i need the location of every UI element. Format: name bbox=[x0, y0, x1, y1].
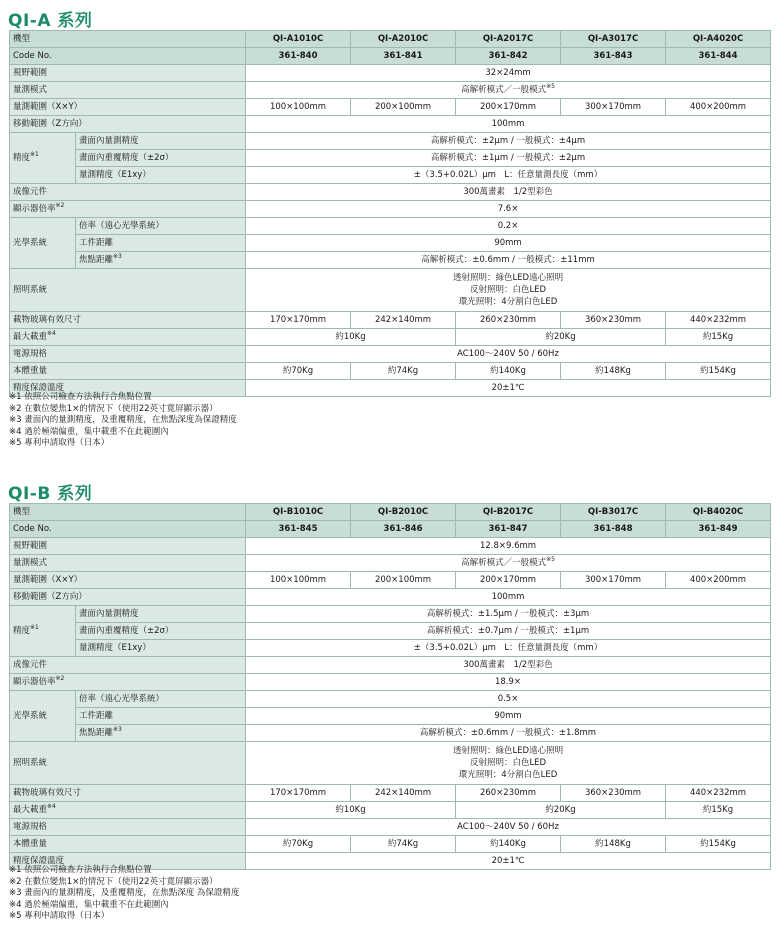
footnote-mark: ※5 bbox=[546, 556, 555, 563]
cell-value: 18.9× bbox=[246, 674, 771, 691]
max-load-label: 最大載重 bbox=[13, 805, 48, 815]
accuracy-label: 精度 bbox=[13, 626, 31, 636]
cell-value: 300×170mm bbox=[561, 572, 666, 589]
cell-value: 300萬畫素 1/2型彩色 bbox=[246, 657, 771, 674]
max-load-label: 最大載重 bbox=[13, 332, 48, 342]
table-row-max-load bbox=[10, 802, 771, 819]
cell-value: 約70Kg bbox=[246, 363, 351, 380]
table-row-max-load bbox=[10, 329, 771, 346]
sub-label: 量測精度（E1xy） bbox=[76, 167, 246, 184]
row-label bbox=[10, 201, 246, 218]
cell-value: 170×170mm bbox=[246, 312, 351, 329]
sub-label: 倍率（遠心光學系統） bbox=[76, 218, 246, 235]
table-row-fov bbox=[10, 538, 771, 555]
cell-value: ±（3.5+0.02L）μm L：任意量測長度（mm） bbox=[246, 167, 771, 184]
footnote: ※2 在數位變焦1×的情況下（使用22英寸寬屏顯示器） bbox=[9, 876, 218, 887]
cell-value: 242×140mm bbox=[351, 785, 456, 802]
row-label bbox=[10, 674, 246, 691]
cell-value: 32×24mm bbox=[246, 65, 771, 82]
cell-value: 約154Kg bbox=[666, 363, 771, 380]
lighting-line: 透射照明：綠色LED遠心照明 bbox=[452, 746, 564, 756]
model-name: QI-A2010C bbox=[351, 31, 456, 48]
row-label bbox=[10, 133, 76, 184]
table-row-weight bbox=[10, 836, 771, 853]
table-row-acc-e1xy bbox=[10, 167, 771, 184]
footnote: ※3 畫面內的量測精度，及重覆精度，在焦點深度為保證精度 bbox=[9, 415, 237, 425]
cell-value: 260×230mm bbox=[456, 312, 561, 329]
cell-value: 高解析模式：±0.7μm / 一般模式：±1μm bbox=[246, 623, 771, 640]
cell-value: 100×100mm bbox=[246, 572, 351, 589]
cell-value: 90mm bbox=[246, 708, 771, 725]
code-number: 361-843 bbox=[561, 48, 666, 65]
row-label: 載物玻璃有效尺寸 bbox=[10, 785, 246, 802]
table-row-display-mag bbox=[10, 674, 771, 691]
model-name: QI-B3017C bbox=[561, 504, 666, 521]
sub-label: 畫面內重覆精度（±2σ） bbox=[76, 623, 246, 640]
row-label: 成像元件 bbox=[10, 657, 246, 674]
table-row-acc-repeat bbox=[10, 623, 771, 640]
table-row-working-distance bbox=[10, 708, 771, 725]
row-label: 照明系統 bbox=[10, 742, 246, 785]
table-row-code bbox=[10, 48, 771, 65]
footnote-mark: ※5 bbox=[546, 83, 555, 90]
row-label: 電源規格 bbox=[10, 346, 246, 363]
model-name: QI-A3017C bbox=[561, 31, 666, 48]
row-label: 光學系統 bbox=[10, 691, 76, 742]
cell-value: 約20Kg bbox=[456, 329, 666, 346]
row-label: 照明系統 bbox=[10, 269, 246, 312]
cell-value: 12.8×9.6mm bbox=[246, 538, 771, 555]
row-label: 移動範圍（Z方向） bbox=[10, 116, 246, 133]
cell-value: 170×170mm bbox=[246, 785, 351, 802]
cell-value: 高解析模式：±0.6mm / 一般模式：±11mm bbox=[246, 252, 771, 269]
cell-value: 約10Kg bbox=[246, 802, 456, 819]
table-row-power bbox=[10, 819, 771, 836]
cell-value: 400×200mm bbox=[666, 99, 771, 116]
model-name: QI-B2017C bbox=[456, 504, 561, 521]
table-row-fov bbox=[10, 65, 771, 82]
cell-value: 約148Kg bbox=[561, 836, 666, 853]
model-name: QI-A4020C bbox=[666, 31, 771, 48]
row-label: Code No. bbox=[10, 521, 246, 538]
table-row-model bbox=[10, 504, 771, 521]
lighting-line: 反射照明：白色LED bbox=[469, 758, 547, 768]
footnote: ※5 專利申請取得（日本） bbox=[9, 438, 110, 448]
row-label: Code No. bbox=[10, 48, 246, 65]
footnotes-qi-a bbox=[9, 392, 237, 450]
table-row-acc-in-screen bbox=[10, 606, 771, 623]
table-row-range bbox=[10, 99, 771, 116]
cell-value: 約74Kg bbox=[351, 836, 456, 853]
row-label: 成像元件 bbox=[10, 184, 246, 201]
display-mag-label: 顯示器倍率 bbox=[13, 204, 56, 214]
sub-label: 畫面內量測精度 bbox=[76, 133, 246, 150]
footnote: ※1 依照公司檢查方法執行合焦點位置 bbox=[9, 865, 152, 875]
cell-value: 400×200mm bbox=[666, 572, 771, 589]
footnote: ※2 在數位變焦1×的情況下（使用22英寸寬屏顯示器） bbox=[9, 403, 218, 414]
sub-label: 工件距離 bbox=[76, 235, 246, 252]
cell-value: 約74Kg bbox=[351, 363, 456, 380]
row-label: 載物玻璃有效尺寸 bbox=[10, 312, 246, 329]
row-label: 移動範圍（Z方向） bbox=[10, 589, 246, 606]
cell-value: 高解析模式：±2μm / 一般模式：±4μm bbox=[246, 133, 771, 150]
row-label: 視野範圍 bbox=[10, 538, 246, 555]
row-label: 電源規格 bbox=[10, 819, 246, 836]
code-number: 361-849 bbox=[666, 521, 771, 538]
sub-label: 畫面內重覆精度（±2σ） bbox=[76, 150, 246, 167]
display-mag-label: 顯示器倍率 bbox=[13, 677, 56, 687]
footnote-mark: ※2 bbox=[55, 675, 65, 682]
model-name: QI-B4020C bbox=[666, 504, 771, 521]
table-row-optics-mag bbox=[10, 691, 771, 708]
code-number: 361-842 bbox=[456, 48, 561, 65]
row-label: 機型 bbox=[10, 504, 246, 521]
table-row-code bbox=[10, 521, 771, 538]
row-label: 精度保證溫度 bbox=[10, 380, 246, 397]
row-label: 量測範圍（X×Y） bbox=[10, 572, 246, 589]
cell-value: 200×100mm bbox=[351, 572, 456, 589]
cell-value: 100mm bbox=[246, 589, 771, 606]
sub-label: 工件距離 bbox=[76, 708, 246, 725]
cell-value: 高解析模式：±1μm / 一般模式：±2μm bbox=[246, 150, 771, 167]
lighting-line: 透射照明：綠色LED遠心照明 bbox=[452, 273, 564, 283]
table-row-range bbox=[10, 572, 771, 589]
table-row-sensor bbox=[10, 184, 771, 201]
row-label: 量測模式 bbox=[10, 555, 246, 572]
cell-value: 100×100mm bbox=[246, 99, 351, 116]
cell-value: AC100～240V 50 / 60Hz bbox=[246, 346, 771, 363]
lighting-line: 環光照明：4分割白色LED bbox=[458, 770, 558, 780]
footnote: ※5 專利申請取得（日本） bbox=[9, 911, 110, 921]
code-number: 361-840 bbox=[246, 48, 351, 65]
cell-value: 高解析模式：±0.6mm / 一般模式：±1.8mm bbox=[246, 725, 771, 742]
focus-label: 焦點距離 bbox=[79, 255, 114, 265]
code-number: 361-841 bbox=[351, 48, 456, 65]
footnote-mark: ※1 bbox=[30, 624, 39, 631]
lighting-line: 環光照明：4分割白色LED bbox=[458, 297, 558, 307]
sub-label bbox=[76, 252, 246, 269]
cell-value: 約154Kg bbox=[666, 836, 771, 853]
footnote: ※4 過於極端偏重，集中載重不在此範圍內 bbox=[9, 426, 169, 437]
footnote-mark: ※2 bbox=[55, 202, 65, 209]
cell-value: 242×140mm bbox=[351, 312, 456, 329]
row-label bbox=[10, 606, 76, 657]
code-number: 361-847 bbox=[456, 521, 561, 538]
sub-label: 畫面內量測精度 bbox=[76, 606, 246, 623]
cell-value: 300×170mm bbox=[561, 99, 666, 116]
table-row-focus bbox=[10, 252, 771, 269]
focus-label: 焦點距離 bbox=[79, 728, 114, 738]
cell-value: 440×232mm bbox=[666, 785, 771, 802]
code-number: 361-848 bbox=[561, 521, 666, 538]
row-label: 量測模式 bbox=[10, 82, 246, 99]
cell-value: 260×230mm bbox=[456, 785, 561, 802]
row-label: 光學系統 bbox=[10, 218, 76, 269]
table-row-acc-in-screen bbox=[10, 133, 771, 150]
footnote-mark: ※3 bbox=[113, 726, 122, 733]
row-label: 機型 bbox=[10, 31, 246, 48]
cell-value: 200×170mm bbox=[456, 99, 561, 116]
section-title-qi-b: QI-B 系列 bbox=[8, 484, 93, 504]
footnote-mark: ※1 bbox=[30, 151, 39, 158]
cell-value: 360×230mm bbox=[561, 785, 666, 802]
code-number: 361-846 bbox=[351, 521, 456, 538]
cell-value bbox=[246, 555, 771, 572]
cell-value: 360×230mm bbox=[561, 312, 666, 329]
row-label: 本體重量 bbox=[10, 363, 246, 380]
row-label: 精度保證溫度 bbox=[10, 853, 246, 870]
cell-value: 約70Kg bbox=[246, 836, 351, 853]
table-row-lighting bbox=[10, 269, 771, 312]
footnote-mark: ※4 bbox=[47, 803, 56, 810]
model-name: QI-B1010C bbox=[246, 504, 351, 521]
cell-value: 300萬畫素 1/2型彩色 bbox=[246, 184, 771, 201]
table-row-acc-e1xy bbox=[10, 640, 771, 657]
cell-value: 0.2× bbox=[246, 218, 771, 235]
row-label: 視野範圍 bbox=[10, 65, 246, 82]
sub-label: 倍率（遠心光學系統） bbox=[76, 691, 246, 708]
table-row-acc-repeat bbox=[10, 150, 771, 167]
table-row-mode bbox=[10, 555, 771, 572]
cell-value: 約148Kg bbox=[561, 363, 666, 380]
cell-value: 約20Kg bbox=[456, 802, 666, 819]
cell-value: 200×170mm bbox=[456, 572, 561, 589]
row-label: 量測範圍（X×Y） bbox=[10, 99, 246, 116]
table-row-display-mag bbox=[10, 201, 771, 218]
cell-value: ±（3.5+0.02L）μm L：任意量測長度（mm） bbox=[246, 640, 771, 657]
table-row-stage-glass bbox=[10, 785, 771, 802]
sub-label bbox=[76, 725, 246, 742]
table-row-mode bbox=[10, 82, 771, 99]
footnote-mark: ※3 bbox=[113, 253, 122, 260]
cell-value: 約10Kg bbox=[246, 329, 456, 346]
table-row-weight bbox=[10, 363, 771, 380]
mode-text: 高解析模式／一般模式 bbox=[461, 85, 547, 95]
table-row-lighting bbox=[10, 742, 771, 785]
table-row-model bbox=[10, 31, 771, 48]
footnote: ※4 過於極端偏重，集中載重不在此範圍內 bbox=[9, 899, 169, 910]
model-name: QI-B2010C bbox=[351, 504, 456, 521]
row-label bbox=[10, 329, 246, 346]
table-row-focus bbox=[10, 725, 771, 742]
model-name: QI-A1010C bbox=[246, 31, 351, 48]
table-row-stage-glass bbox=[10, 312, 771, 329]
section-title-qi-a: QI-A 系列 bbox=[8, 11, 93, 31]
table-row-working-distance bbox=[10, 235, 771, 252]
footnote: ※3 畫面內的量測精度，及重覆精度，在焦點深度 為保證精度 bbox=[9, 888, 240, 898]
table-row-optics-mag bbox=[10, 218, 771, 235]
model-name: QI-A2017C bbox=[456, 31, 561, 48]
lighting-line: 反射照明：白色LED bbox=[469, 285, 547, 295]
mode-text: 高解析模式／一般模式 bbox=[461, 558, 547, 568]
cell-value: 20±1℃ bbox=[246, 380, 771, 397]
footnotes-qi-b bbox=[9, 865, 239, 923]
table-row-z-travel bbox=[10, 589, 771, 606]
cell-value: 約15Kg bbox=[666, 802, 771, 819]
code-number: 361-845 bbox=[246, 521, 351, 538]
cell-value bbox=[246, 82, 771, 99]
cell-value: 0.5× bbox=[246, 691, 771, 708]
cell-value: 100mm bbox=[246, 116, 771, 133]
cell-value bbox=[246, 269, 771, 312]
footnote: ※1 依照公司檢查方法執行合焦點位置 bbox=[9, 392, 152, 402]
cell-value: 約15Kg bbox=[666, 329, 771, 346]
cell-value: AC100～240V 50 / 60Hz bbox=[246, 819, 771, 836]
cell-value: 約140Kg bbox=[456, 836, 561, 853]
row-label bbox=[10, 802, 246, 819]
spec-table-qi-a bbox=[9, 30, 771, 397]
cell-value bbox=[246, 742, 771, 785]
table-row-sensor bbox=[10, 657, 771, 674]
cell-value: 約140Kg bbox=[456, 363, 561, 380]
table-row-power bbox=[10, 346, 771, 363]
row-label: 本體重量 bbox=[10, 836, 246, 853]
cell-value: 200×100mm bbox=[351, 99, 456, 116]
spec-table-qi-b bbox=[9, 503, 771, 870]
cell-value: 90mm bbox=[246, 235, 771, 252]
cell-value: 7.6× bbox=[246, 201, 771, 218]
sub-label: 量測精度（E1xy） bbox=[76, 640, 246, 657]
code-number: 361-844 bbox=[666, 48, 771, 65]
table-row-z-travel bbox=[10, 116, 771, 133]
accuracy-label: 精度 bbox=[13, 153, 31, 163]
cell-value: 440×232mm bbox=[666, 312, 771, 329]
cell-value: 高解析模式：±1.5μm / 一般模式：±3μm bbox=[246, 606, 771, 623]
cell-value: 20±1℃ bbox=[246, 853, 771, 870]
footnote-mark: ※4 bbox=[47, 330, 56, 337]
